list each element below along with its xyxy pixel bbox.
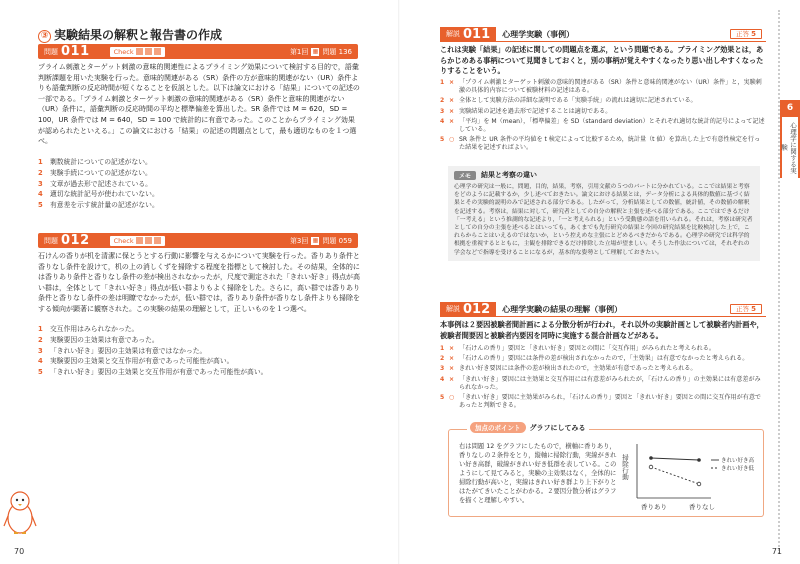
point-box bbox=[448, 423, 764, 517]
row-number: 2 bbox=[440, 97, 445, 105]
question-icon: ▦ bbox=[312, 236, 319, 244]
row-number: 3 bbox=[440, 365, 445, 373]
option-number: 1 bbox=[38, 325, 43, 333]
answer-011-lead: これは実験「結果」の記述に関しての問題点を選ぶ，という問題である。プライミング効果とは，あらかじめある事柄について見聞きしておくと，別の事柄が覚えやすくなったり思い出しやすくなったりすることをいう。 bbox=[440, 45, 764, 75]
option-text: 有意差を示す統計量の記述がない。 bbox=[50, 201, 159, 210]
answer-row bbox=[440, 365, 766, 373]
row-mark: × bbox=[449, 375, 455, 383]
exam-round: 第1回 bbox=[289, 47, 309, 56]
question-header-012 bbox=[38, 233, 358, 248]
answer-label: 解説 bbox=[440, 302, 463, 317]
option-number: 4 bbox=[38, 357, 43, 366]
memo-box bbox=[448, 166, 760, 261]
row-number: 4 bbox=[440, 117, 445, 125]
answer-row bbox=[440, 376, 766, 392]
question-label: 問題 bbox=[44, 236, 58, 245]
option-text: 適切な統計記号が使われていない。 bbox=[50, 190, 159, 199]
correct-answer-value: 5 bbox=[751, 305, 756, 313]
row-number: 5 bbox=[440, 136, 445, 144]
point-header bbox=[467, 422, 589, 433]
page-number-right: 71 bbox=[771, 547, 782, 556]
point-text: 右は問題 12 をグラフにしたもので，横軸に香りあり，香りなしの２条件をとり，縦軸に掃除行動，実線がきれい好き高群，破線がきれい好き低群を表している。このようにして見てみると，実験の主効果はなく，全体的に掃除行動が高いと，実線はきれい好き群より上下がりとはたがてきいたことがわかる。２要因分散分析はグラフを描くと理解しやすい。 bbox=[459, 443, 617, 504]
chapter-label: 心理学に関する実験 bbox=[782, 117, 798, 178]
row-text: 「きれい好き」要因に主効果がみられ，「石けんの香り」要因と「きれい好き」要因との間に交互作用が有意であったと判断できる。 bbox=[459, 394, 762, 410]
option-item[interactable] bbox=[38, 168, 360, 179]
answer-012-lead: 本事例は２要因被験者間計画による分散分析が行われ，それ以外の実験計画として被験者内計画や，被験者間要因と被験者内要因を同時に実施する混合計画などがある。 bbox=[440, 320, 764, 340]
question-number: 012 bbox=[61, 233, 90, 248]
section-title-text: 実験結果の解釈と報告書の作成 bbox=[54, 28, 223, 42]
correct-answer-badge bbox=[730, 29, 762, 39]
exam-question-number: 問題 059 bbox=[322, 236, 352, 245]
row-text: 全体として実験方法の詳細な説明である「実験手続」の流れは適切に記述されている。 bbox=[459, 97, 697, 105]
question-label: 問題 bbox=[44, 47, 58, 56]
penguin-mascot-icon bbox=[2, 488, 38, 536]
dotted-margin bbox=[778, 10, 781, 554]
answer-row bbox=[440, 97, 766, 105]
row-mark: × bbox=[449, 365, 455, 373]
option-number: 3 bbox=[38, 346, 43, 355]
answer-row bbox=[440, 345, 766, 353]
option-text: 実験手続についての記述がない。 bbox=[50, 168, 152, 177]
exam-question-number: 問題 136 bbox=[322, 47, 352, 56]
option-text: 文章が過去形で記述されている。 bbox=[50, 179, 152, 188]
question-header-011 bbox=[38, 44, 358, 59]
x-tick-label: 香りあり bbox=[641, 503, 667, 511]
option-item[interactable] bbox=[38, 179, 360, 190]
answer-row bbox=[440, 108, 766, 116]
correct-answer-value: 5 bbox=[751, 30, 756, 38]
check-boxes[interactable] bbox=[110, 236, 165, 246]
point-low-noscent bbox=[697, 482, 701, 486]
option-text: 交互作用はみられなかった。 bbox=[50, 325, 139, 333]
x-tick-label: 香りなし bbox=[689, 503, 715, 511]
answer-row bbox=[440, 79, 766, 95]
answer-012-rows bbox=[440, 345, 766, 412]
answer-number: 012 bbox=[463, 302, 496, 317]
point-tag: 加点のポイント bbox=[470, 422, 526, 433]
option-item[interactable] bbox=[38, 356, 360, 367]
row-number: 2 bbox=[440, 355, 445, 363]
answer-header-012 bbox=[440, 302, 766, 317]
answer-row bbox=[440, 355, 766, 363]
check-label: Check bbox=[113, 47, 134, 56]
row-mark: × bbox=[449, 117, 455, 125]
row-text: 「きれい好き」要因には主効果と交互作用には有意差がみられたが，「石けんの香り」の主効果には有意差がみられなかった。 bbox=[459, 375, 761, 391]
option-item[interactable] bbox=[38, 189, 360, 200]
option-number: 5 bbox=[38, 201, 43, 210]
series-line-high bbox=[651, 458, 699, 460]
graph-y-label: 掃除行動 bbox=[621, 454, 629, 480]
chapter-side-tab[interactable] bbox=[780, 100, 800, 178]
question-012-body: 石けんの香りが机を清潔に保とうとする行動に影響を与えるかについて実験を行った。香りあり条件と香りなし条件を設けて，机の上の消しくずを掃除する程度を指標として検討した。その結果，全体的には香りあり条件と香りなし条件の差が検出されなかったが，尺度で測定された「きれい好き」得点が高い群は，全体として「きれい好き」得点が低い群よりもよく掃除をした。さらに，高い群では香りあり条件と香りなし条件の差は明瞭でなかったが，低い群では，香りあり条件が香りなし条件よりも掃除をする傾向が顕著に観察された。この実験の結果の理解として，正しいものを１つ選べ。 bbox=[38, 252, 360, 313]
check-box[interactable] bbox=[136, 48, 143, 55]
legend-high: きれい好き高 bbox=[721, 458, 755, 464]
check-box[interactable] bbox=[136, 237, 143, 244]
option-number: 5 bbox=[38, 368, 43, 377]
option-item[interactable] bbox=[38, 324, 360, 335]
option-text: 「きれい好き」要因の主効果と交互作用が有意であった可能性が高い。 bbox=[50, 368, 268, 377]
exam-round: 第3回 bbox=[289, 236, 309, 245]
option-text: 実験要因の主効果は有意であった。 bbox=[50, 335, 159, 344]
option-text: 実験要因の主効果と交互作用が有意であった可能性が高い。 bbox=[50, 357, 234, 366]
question-icon: ▦ bbox=[312, 47, 319, 55]
question-011-options bbox=[38, 157, 360, 211]
option-item[interactable] bbox=[38, 335, 360, 346]
correct-answer-badge bbox=[730, 304, 762, 314]
check-box[interactable] bbox=[145, 48, 152, 55]
memo-title: 結果と考察の違い bbox=[481, 171, 538, 179]
point-title: グラフにしてみる bbox=[529, 423, 586, 432]
question-011-body: プライム刺激とターゲット刺激の意味的関連性によるプライミング効果について検討する目的で，語彙判断課題を用いた実験を行った。意味的関連がある（SR）条件の方が意味的関連がない（UR）条件よりも語彙判断の反応時間が短くなることを仮説とした。以下は論文における「結果」についての記述の一部である。「プライム刺激とターゲット刺激の意味的関連がある（SR）条件と意味的関連がない（UR）条件に，語彙判断の反応時間の平均と標準偏差を算出した。SR 条件では M = 620，SD = 100，UR 条件では M = 640，SD = 100 で統計的に有意であった。このことからプライミング効果が認められたといえる。」この論文における「結果」の記述の問題点として，最も適切なものを１つ選べ。 bbox=[38, 63, 360, 146]
option-item[interactable] bbox=[38, 157, 360, 168]
option-number: 2 bbox=[38, 168, 43, 177]
row-text: 「平均」を M（mean），「標準偏差」を SD（standard deviation）とそれぞれ適切な統計的記号によって記述している。 bbox=[459, 117, 765, 134]
row-number: 5 bbox=[440, 394, 445, 402]
row-mark: ○ bbox=[449, 394, 455, 402]
check-boxes[interactable] bbox=[110, 47, 165, 57]
answer-row bbox=[440, 394, 766, 410]
memo-text: 心理学の研究は一般に，問題，目的，結果，考察，引用文献の５つのパートに分かれている。ここでは結果と考察をどのように記載するか，少し述べておきたい。論文における結果とは，データ分析による具体的数値に基づく結果とその実験的説明のみで記述される部分である。したがって，分析結果としての数値，統計値，その数値の解釈を記述する。考察は，結果に対して，研究者としての自分の解釈と主張を述べる部分である。ここではできるだけ「一考える」という推測的な記述より，「一と考えられる」という受動態の語を用いられる。それは，考察は研究者としての自分の主張を述べるとはいっても，あくまでも先行研究の結果と今回の研究結果を比較検討した上で，これらからことはいえるのではないか，という控えめな主張にとどめるべきだからである。心理学の研究では科学的根拠を重視するとともに，主観を排除できるだけ排除した立場が望ましい。そうした作法については，それぞれの学会などで指導を受けることになるが，基本的な姿勢として理解しておきたい。 bbox=[454, 184, 753, 256]
question-012-options bbox=[38, 324, 360, 378]
point-high-scent bbox=[649, 456, 653, 460]
row-text: 「石けんの香り」要因と「きれい好き」要因との間に「交互作用」がみられたと考えられる。 bbox=[459, 345, 715, 352]
check-box[interactable] bbox=[154, 237, 161, 244]
row-text: 「プライム刺激とターゲット刺激の意味的関連がある（SR）条件と意味的関連がない（UR）条件」と，実験刺激の具体的内容について被験材料の記述はある。 bbox=[459, 79, 762, 95]
option-number: 1 bbox=[38, 158, 43, 166]
option-item[interactable] bbox=[38, 200, 360, 211]
series-line-low bbox=[651, 467, 699, 484]
check-box[interactable] bbox=[154, 48, 161, 55]
answer-title: 心理学実験（事例） bbox=[502, 29, 575, 39]
section-number: ③ bbox=[38, 30, 51, 43]
interaction-graph bbox=[619, 436, 759, 514]
point-low-scent bbox=[649, 465, 653, 469]
question-number: 011 bbox=[61, 44, 90, 59]
row-number: 3 bbox=[440, 107, 445, 115]
answer-title: 心理学実験の結果の理解（事例） bbox=[502, 304, 623, 314]
option-text: 「きれい好き」要因の主効果は有意ではなかった。 bbox=[50, 346, 207, 355]
option-item[interactable] bbox=[38, 346, 360, 357]
answer-label: 解説 bbox=[440, 27, 463, 42]
chapter-number: 6 bbox=[786, 103, 794, 113]
question-source bbox=[290, 47, 358, 57]
row-number: 1 bbox=[440, 79, 445, 86]
question-source bbox=[290, 236, 358, 246]
row-mark: × bbox=[449, 97, 455, 105]
answer-row bbox=[440, 118, 766, 134]
row-mark: × bbox=[449, 355, 455, 363]
answer-row bbox=[440, 136, 766, 152]
row-number: 1 bbox=[440, 345, 445, 352]
row-number: 4 bbox=[440, 375, 445, 383]
page-number-left: 70 bbox=[14, 547, 25, 556]
memo-header bbox=[454, 170, 754, 180]
option-text: 剰数統計についての記述がない。 bbox=[50, 158, 152, 166]
row-text: きれい好き要因には条件の差が検出されたので，主効果が有意であったと考えられる。 bbox=[459, 365, 697, 373]
check-label: Check bbox=[113, 236, 134, 245]
memo-tag: メモ bbox=[454, 171, 476, 180]
section-title bbox=[38, 26, 222, 43]
option-number: 3 bbox=[38, 179, 43, 188]
option-item[interactable] bbox=[38, 367, 360, 378]
row-text: SR 条件と UR 条件の平均値を t 検定によって比較するため，統計量（t 値）を算出した上で有意性検定を行った結果を記述すればよい。 bbox=[459, 136, 761, 152]
correct-answer-label: 正答 bbox=[736, 30, 750, 38]
row-mark: × bbox=[449, 107, 455, 115]
legend-low: きれい好き低 bbox=[721, 466, 755, 472]
correct-answer-label: 正答 bbox=[736, 305, 750, 313]
row-text: 実験結果の記述を過去形で記述することは適切である。 bbox=[459, 107, 612, 115]
row-mark: × bbox=[449, 79, 455, 86]
row-text: 「石けんの香り」要因には条件の差が検出されなかったので，「主効果」は有意でなかったと考えられる。 bbox=[459, 355, 749, 363]
option-number: 2 bbox=[38, 335, 43, 344]
option-number: 4 bbox=[38, 190, 43, 199]
check-box[interactable] bbox=[145, 237, 152, 244]
point-high-noscent bbox=[697, 458, 701, 462]
right-page bbox=[400, 0, 800, 564]
answer-header-011 bbox=[440, 27, 766, 42]
answer-number: 011 bbox=[463, 27, 496, 42]
row-mark: × bbox=[449, 345, 455, 352]
row-mark: ○ bbox=[449, 136, 455, 144]
answer-011-rows bbox=[440, 79, 766, 155]
